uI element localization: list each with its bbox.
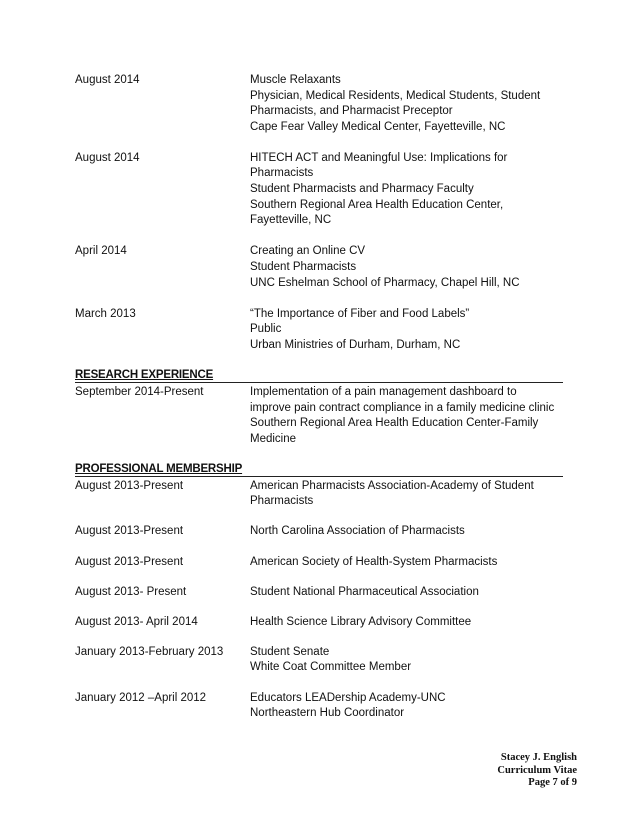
membership-entry bbox=[75, 524, 563, 540]
membership-entry bbox=[75, 645, 563, 676]
cv-page-content bbox=[75, 73, 563, 722]
presentation-entry bbox=[75, 307, 563, 354]
entry-line: American Society of Health-System Pharmacists bbox=[250, 555, 498, 568]
presentation-entry bbox=[75, 73, 563, 135]
section-heading-membership: PROFESSIONAL MEMBERSHIP bbox=[75, 462, 243, 475]
entry-line: Muscle Relaxants bbox=[250, 74, 341, 86]
entry-date: August 2013-Present bbox=[75, 525, 184, 538]
membership-entry bbox=[75, 615, 563, 631]
entry-line: HITECH ACT and Meaningful Use: Implications for bbox=[250, 151, 508, 164]
entry-date: April 2014 bbox=[75, 245, 127, 258]
footer-page-number: Page 7 of 9 bbox=[528, 777, 577, 788]
membership-entry bbox=[75, 691, 563, 722]
entry-line: Southern Regional Area Health Education Center-Family bbox=[250, 417, 539, 430]
entry-line: Student Pharmacists and Pharmacy Faculty bbox=[250, 183, 474, 196]
entry-date: January 2013-February 2013 bbox=[75, 645, 224, 658]
research-entry bbox=[75, 385, 563, 447]
entry-description bbox=[250, 385, 563, 447]
entry-line: “The Importance of Fiber and Food Labels” bbox=[250, 307, 470, 320]
entry-line: Urban Ministries of Durham, Durham, NC bbox=[250, 338, 461, 351]
entry-description bbox=[250, 524, 563, 540]
entry-line: Educators LEADership Academy-UNC bbox=[250, 691, 446, 704]
entry-description bbox=[250, 479, 563, 510]
entry-date: August 2013- Present bbox=[75, 585, 187, 598]
presentation-entry bbox=[75, 151, 563, 229]
entry-date: August 2014 bbox=[75, 151, 140, 164]
entry-line: Creating an Online CV bbox=[250, 245, 366, 258]
entry-date: August 2014 bbox=[75, 74, 140, 86]
entry-line: Cape Fear Valley Medical Center, Fayetteville, NC bbox=[250, 120, 506, 133]
entry-line: Student National Pharmaceutical Association bbox=[250, 585, 479, 598]
research-section-header bbox=[75, 369, 563, 383]
entry-line: Student Pharmacists bbox=[250, 260, 357, 273]
entry-description bbox=[250, 615, 563, 631]
entry-line: Student Senate bbox=[250, 645, 330, 658]
entry-date: March 2013 bbox=[75, 307, 136, 320]
entry-line: North Carolina Association of Pharmacists bbox=[250, 525, 465, 538]
membership-entry bbox=[75, 585, 563, 601]
entry-date: January 2012 –April 2012 bbox=[75, 691, 207, 704]
entry-line: Fayetteville, NC bbox=[250, 214, 332, 227]
footer-document-title: Curriculum Vitae bbox=[497, 764, 577, 776]
entry-description bbox=[250, 244, 563, 291]
footer-author-name: Stacey J. English bbox=[500, 752, 577, 763]
entry-line: Physician, Medical Residents, Medical Students, Student bbox=[250, 89, 541, 102]
entry-date: August 2013-Present bbox=[75, 479, 184, 492]
entry-description bbox=[250, 691, 563, 722]
entry-description bbox=[250, 73, 563, 135]
entry-description bbox=[250, 151, 563, 229]
entry-line: improve pain contract compliance in a family medicine clinic bbox=[250, 401, 555, 414]
entry-date: August 2013- April 2014 bbox=[75, 615, 198, 628]
entry-line: White Coat Committee Member bbox=[250, 661, 412, 674]
entry-line: Pharmacists, and Pharmacist Preceptor bbox=[250, 105, 453, 118]
entry-line: Health Science Library Advisory Committee bbox=[250, 615, 472, 628]
entry-description bbox=[250, 307, 563, 354]
entry-line: Southern Regional Area Health Education Center, bbox=[250, 198, 504, 211]
membership-section-header bbox=[75, 463, 563, 477]
entry-line: American Pharmacists Association-Academy of Student bbox=[250, 479, 534, 492]
entry-line: Pharmacists bbox=[250, 495, 314, 508]
entry-line: UNC Eshelman School of Pharmacy, Chapel Hill, NC bbox=[250, 276, 520, 289]
membership-entry bbox=[75, 479, 563, 510]
membership-entry bbox=[75, 555, 563, 571]
entry-line: Public bbox=[250, 323, 282, 336]
entry-date: September 2014-Present bbox=[75, 385, 204, 398]
entry-line: Pharmacists bbox=[250, 167, 314, 180]
entry-description bbox=[250, 645, 563, 676]
entry-description bbox=[250, 585, 563, 601]
entry-line: Medicine bbox=[250, 432, 297, 445]
presentation-entry bbox=[75, 244, 563, 291]
section-heading-research: RESEARCH EXPERIENCE bbox=[75, 368, 214, 381]
entry-date: August 2013-Present bbox=[75, 555, 184, 568]
entry-line: Implementation of a pain management dashboard to bbox=[250, 385, 517, 398]
entry-line: Northeastern Hub Coordinator bbox=[250, 707, 405, 720]
entry-description bbox=[250, 555, 563, 571]
page-footer bbox=[497, 752, 577, 790]
